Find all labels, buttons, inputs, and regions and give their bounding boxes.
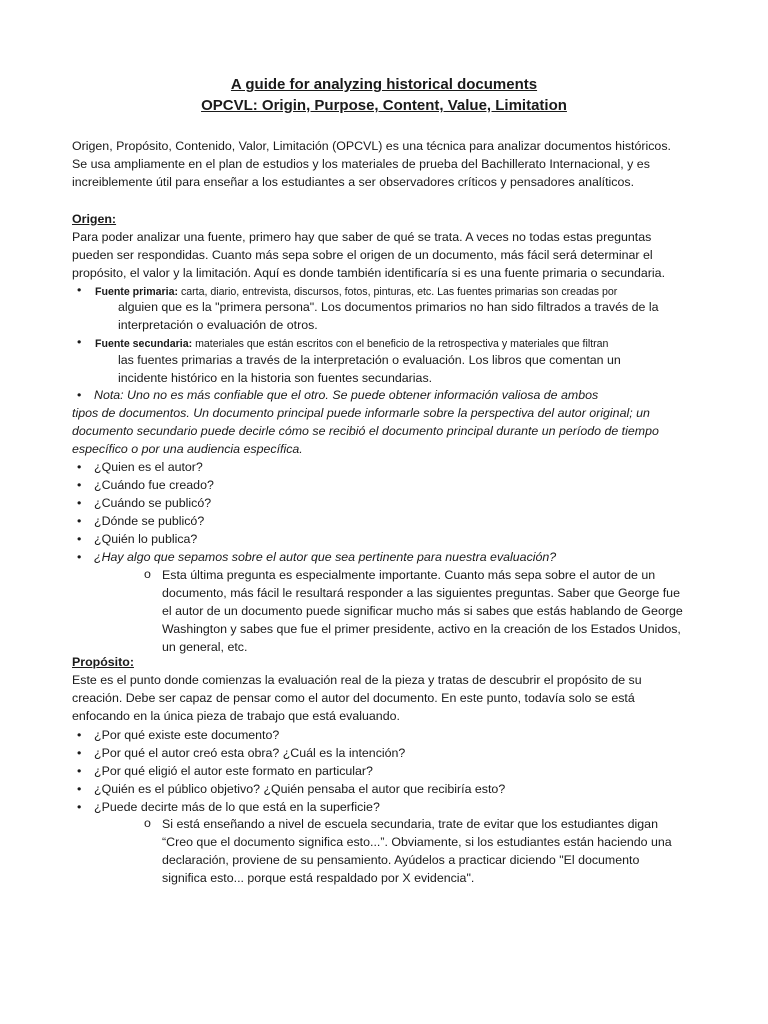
bullet-glyph: • <box>77 800 82 814</box>
proposito-question: ¿Por qué existe este documento? <box>94 728 280 742</box>
origen-question: ¿Cuándo se publicó? <box>94 496 212 510</box>
proposito-subnote-line: Si está enseñando a nivel de escuela secundaria, trate de evitar que los estudiantes digan <box>162 817 658 831</box>
intro-line: Se usa ampliamente en el plan de estudios y los materiales de prueba del Bachillerato Internacional, y es <box>72 157 650 171</box>
bullet-glyph: • <box>77 335 82 349</box>
origen-paragraph-line: pueden ser respondidas. Cuanto más sepa sobre el origen de un documento, más fácil será determinar el <box>72 248 653 262</box>
proposito-question: ¿Quién es el público objetivo? ¿Quién pensaba el autor que recibiría esto? <box>94 782 506 796</box>
proposito-paragraph-line: enfocando en la única pieza de trabajo que está evaluando. <box>72 709 400 723</box>
origen-question: ¿Quien es el autor? <box>94 460 203 474</box>
secondary-source-definition: materiales que están escritos con el beneficio de la retrospectiva y materiales que filtran <box>192 338 609 350</box>
origen-paragraph-line: Para poder analizar una fuente, primero hay que saber de qué se trata. A veces no todas estas preguntas <box>72 230 652 244</box>
primary-source-cont: interpretación o evaluación de otros. <box>118 318 318 332</box>
nota-line: tipos de documentos. Un documento principal puede informarle sobre la perspectiva del autor original; un <box>72 406 650 420</box>
primary-source-label: Fuente primaria: <box>95 286 179 298</box>
origen-subnote-line: Washington y sabes que fue el primer presidente, activo en la creación de los Estados Unidos, <box>162 622 681 636</box>
origen-subnote-line: el autor de un documento puede significar mucho más si sabes que estás hablando de George <box>162 604 683 618</box>
proposito-paragraph-line: Este es el punto donde comienzas la evaluación real de la pieza y tratas de descubrir el propósito de su <box>72 673 642 687</box>
origen-paragraph-line: propósito, el valor y la limitación. Aquí es donde también identificaría si es una fuente primaria o secundaria. <box>72 266 666 280</box>
bullet-glyph: • <box>77 764 82 778</box>
origen-subnote-line: Esta última pregunta es especialmente importante. Cuanto más sepa sobre el autor de un <box>162 568 656 582</box>
bullet-glyph: • <box>77 460 82 474</box>
primary-source-cont: alguien que es la "primera persona". Los documentos primarios no han sido filtrados a través de la <box>118 300 659 314</box>
bullet-glyph: • <box>77 746 82 760</box>
proposito-question: ¿Puede decirte más de lo que está en la superficie? <box>94 800 380 814</box>
origen-subnote-line: documento, más fácil le resultará responder a las siguientes preguntas. Saber que George fue <box>162 586 680 600</box>
nota-line: Nota: Uno no es más confiable que el otro. Se puede obtener información valiosa de ambos <box>94 388 599 402</box>
proposito-question: ¿Por qué el autor creó esta obra? ¿Cuál es la intención? <box>94 746 406 760</box>
sub-bullet-glyph: o <box>144 567 151 581</box>
intro-line: increiblemente útil para enseñar a los estudiantes a ser observadores críticos y pensadores analíticos. <box>72 175 635 189</box>
proposito-heading: Propósito: <box>72 655 134 669</box>
bullet-glyph: • <box>77 478 82 492</box>
bullet-glyph: • <box>77 496 82 510</box>
origen-heading: Origen: <box>72 212 117 226</box>
origen-question: ¿Quién lo publica? <box>94 532 198 546</box>
sub-bullet-glyph: o <box>144 816 151 830</box>
proposito-subnote-line: “Creo que el documento significa esto...”. Obviamente, si los estudiantes están haciendo una <box>162 835 672 849</box>
nota-line: documento secundario puede decirle cómo se recibió el documento principal durante un período de tiempo <box>72 424 659 438</box>
nota-line: específico o por una audiencia específica. <box>72 442 303 456</box>
bullet-glyph: • <box>77 550 82 564</box>
proposito-paragraph-line: creación. Debe ser capaz de pensar como el autor del documento. En este punto, todavía solo se está <box>72 691 635 705</box>
secondary-source-cont: incidente histórico en la historia son fuentes secundarias. <box>118 371 433 385</box>
origen-question-italic: ¿Hay algo que sepamos sobre el autor que sea pertinente para nuestra evaluación? <box>94 550 557 564</box>
proposito-question: ¿Por qué eligió el autor este formato en particular? <box>94 764 373 778</box>
origen-question: ¿Dónde se publicó? <box>94 514 205 528</box>
secondary-source-label: Fuente secundaria: <box>95 338 193 350</box>
secondary-source-cont: las fuentes primarias a través de la interpretación o evaluación. Los libros que comentan un <box>118 353 621 367</box>
origen-question: ¿Cuándo fue creado? <box>94 478 214 492</box>
bullet-glyph: • <box>77 283 82 297</box>
proposito-subnote-line: significa esto... porque está respaldado por X evidencia". <box>162 871 475 885</box>
bullet-glyph: • <box>77 532 82 546</box>
document-subtitle: OPCVL: Origin, Purpose, Content, Value, Limitation <box>201 97 567 114</box>
bullet-glyph: • <box>77 728 82 742</box>
intro-line: Origen, Propósito, Contenido, Valor, Limitación (OPCVL) es una técnica para analizar documentos históricos. <box>72 139 671 153</box>
primary-source-definition: carta, diario, entrevista, discursos, fotos, pinturas, etc. Las fuentes primarias son creadas por <box>178 286 618 298</box>
origen-subnote-line: un general, etc. <box>162 640 248 654</box>
bullet-glyph: • <box>77 514 82 528</box>
bullet-glyph: • <box>77 782 82 796</box>
document-title: A guide for analyzing historical documents <box>230 76 538 93</box>
bullet-glyph: • <box>77 388 82 402</box>
proposito-subnote-line: declaración, proviene de su pensamiento. Ayúdelos a practicar diciendo "El documento <box>162 853 640 867</box>
